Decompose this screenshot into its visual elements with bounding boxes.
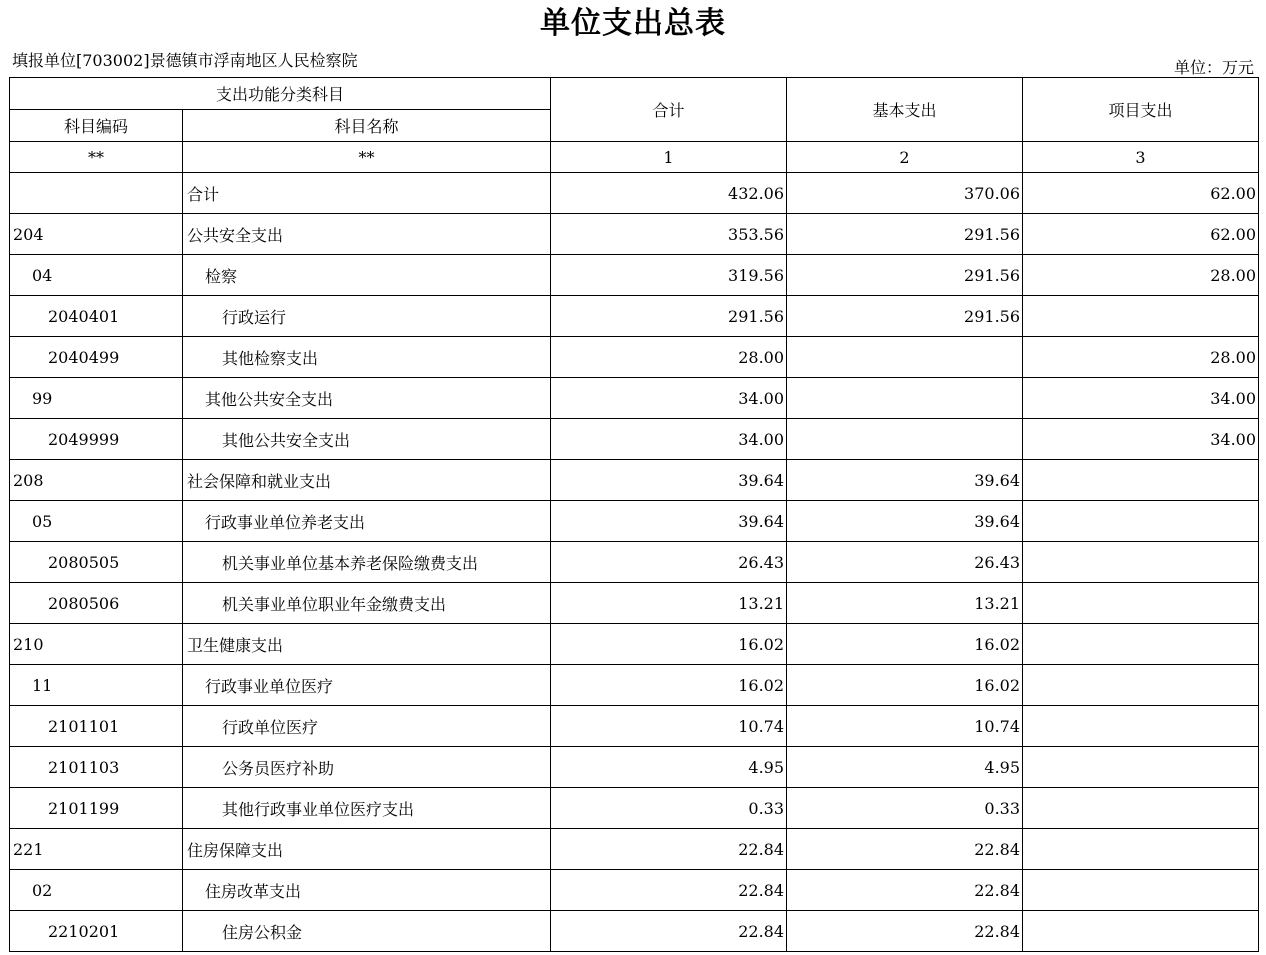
header-name: 科目名称 [183,110,551,142]
cell-name: 检察 [183,255,551,296]
cell-code: 204 [10,214,183,255]
table-row [10,583,1259,624]
cell-name: 社会保障和就业支出 [183,460,551,501]
cell-name: 公共安全支出 [183,214,551,255]
index-total: 1 [551,142,787,173]
cell-total: 432.06 [551,173,787,214]
cell-basic [787,378,1023,419]
cell-code [10,173,183,214]
cell-basic: 22.84 [787,911,1023,952]
cell-name: 住房公积金 [183,911,551,952]
cell-total: 10.74 [551,706,787,747]
cell-basic: 291.56 [787,255,1023,296]
cell-basic: 16.02 [787,665,1023,706]
cell-name: 行政事业单位养老支出 [183,501,551,542]
cell-name: 机关事业单位职业年金缴费支出 [183,583,551,624]
header-row-1 [10,78,1259,110]
cell-basic: 16.02 [787,624,1023,665]
table-row [10,829,1259,870]
cell-name: 行政单位医疗 [183,706,551,747]
cell-code: 221 [10,829,183,870]
page-title: 单位支出总表 [540,6,726,41]
cell-name: 其他公共安全支出 [183,419,551,460]
cell-basic: 39.64 [787,460,1023,501]
index-name: ** [183,142,551,173]
cell-total: 13.21 [551,583,787,624]
cell-name: 住房保障支出 [183,829,551,870]
table-row [10,870,1259,911]
cell-project: 62.00 [1023,214,1259,255]
cell-project [1023,583,1259,624]
cell-total: 34.00 [551,419,787,460]
table-row [10,378,1259,419]
header-total: 合计 [551,78,787,142]
table-row [10,706,1259,747]
cell-code: 2040499 [10,337,183,378]
reporting-unit: 填报单位[703002]景德镇市浮南地区人民检察院 [12,51,358,70]
cell-project [1023,460,1259,501]
cell-project [1023,501,1259,542]
cell-code: 210 [10,624,183,665]
cell-code: 2080505 [10,542,183,583]
cell-basic: 22.84 [787,870,1023,911]
table-row [10,747,1259,788]
cell-code: 2101101 [10,706,183,747]
cell-basic: 291.56 [787,296,1023,337]
cell-name: 卫生健康支出 [183,624,551,665]
cell-basic: 26.43 [787,542,1023,583]
cell-total: 16.02 [551,665,787,706]
cell-basic: 291.56 [787,214,1023,255]
cell-basic [787,337,1023,378]
table-row [10,665,1259,706]
cell-total: 22.84 [551,911,787,952]
cell-name: 机关事业单位基本养老保险缴费支出 [183,542,551,583]
index-code: ** [10,142,183,173]
cell-total: 16.02 [551,624,787,665]
cell-code: 2101103 [10,747,183,788]
cell-code: 2049999 [10,419,183,460]
table-row [10,542,1259,583]
header-project: 项目支出 [1023,78,1259,142]
table-row [10,255,1259,296]
expenditure-table [9,77,1259,952]
cell-total: 34.00 [551,378,787,419]
cell-basic: 0.33 [787,788,1023,829]
table-row [10,788,1259,829]
cell-project [1023,542,1259,583]
cell-code: 2080506 [10,583,183,624]
table-row [10,214,1259,255]
table-row [10,501,1259,542]
cell-basic [787,419,1023,460]
cell-project [1023,665,1259,706]
cell-project [1023,788,1259,829]
currency-unit: 单位：万元 [1173,58,1254,77]
cell-total: 319.56 [551,255,787,296]
cell-name: 住房改革支出 [183,870,551,911]
cell-name: 行政运行 [183,296,551,337]
header-basic: 基本支出 [787,78,1023,142]
cell-name: 其他行政事业单位医疗支出 [183,788,551,829]
cell-project: 34.00 [1023,378,1259,419]
cell-code: 208 [10,460,183,501]
cell-code: 05 [10,501,183,542]
cell-name: 合计 [183,173,551,214]
cell-total: 353.56 [551,214,787,255]
cell-total: 4.95 [551,747,787,788]
cell-project [1023,747,1259,788]
cell-project [1023,911,1259,952]
cell-total: 28.00 [551,337,787,378]
table-row [10,624,1259,665]
cell-total: 22.84 [551,870,787,911]
cell-project: 62.00 [1023,173,1259,214]
cell-project: 28.00 [1023,337,1259,378]
cell-code: 2040401 [10,296,183,337]
cell-total: 39.64 [551,501,787,542]
cell-code: 2210201 [10,911,183,952]
cell-total: 291.56 [551,296,787,337]
header-code: 科目编码 [10,110,183,142]
cell-name: 其他检察支出 [183,337,551,378]
cell-basic: 22.84 [787,829,1023,870]
cell-total: 26.43 [551,542,787,583]
cell-basic: 4.95 [787,747,1023,788]
cell-project [1023,829,1259,870]
cell-name: 其他公共安全支出 [183,378,551,419]
cell-total: 22.84 [551,829,787,870]
table-row [10,419,1259,460]
cell-code: 2101199 [10,788,183,829]
cell-project: 28.00 [1023,255,1259,296]
cell-project [1023,706,1259,747]
table-row [10,337,1259,378]
cell-basic: 10.74 [787,706,1023,747]
cell-basic: 370.06 [787,173,1023,214]
cell-basic: 39.64 [787,501,1023,542]
cell-code: 04 [10,255,183,296]
index-project: 3 [1023,142,1259,173]
cell-name: 公务员医疗补助 [183,747,551,788]
header-function-category: 支出功能分类科目 [10,78,551,110]
cell-basic: 13.21 [787,583,1023,624]
cell-total: 0.33 [551,788,787,829]
cell-project [1023,870,1259,911]
cell-total: 39.64 [551,460,787,501]
table-row [10,173,1259,214]
table-row [10,296,1259,337]
cell-project: 34.00 [1023,419,1259,460]
cell-code: 99 [10,378,183,419]
index-basic: 2 [787,142,1023,173]
table-row [10,911,1259,952]
header-index-row [10,142,1259,173]
cell-code: 02 [10,870,183,911]
cell-project [1023,296,1259,337]
cell-code: 11 [10,665,183,706]
cell-project [1023,624,1259,665]
table-row [10,460,1259,501]
cell-name: 行政事业单位医疗 [183,665,551,706]
